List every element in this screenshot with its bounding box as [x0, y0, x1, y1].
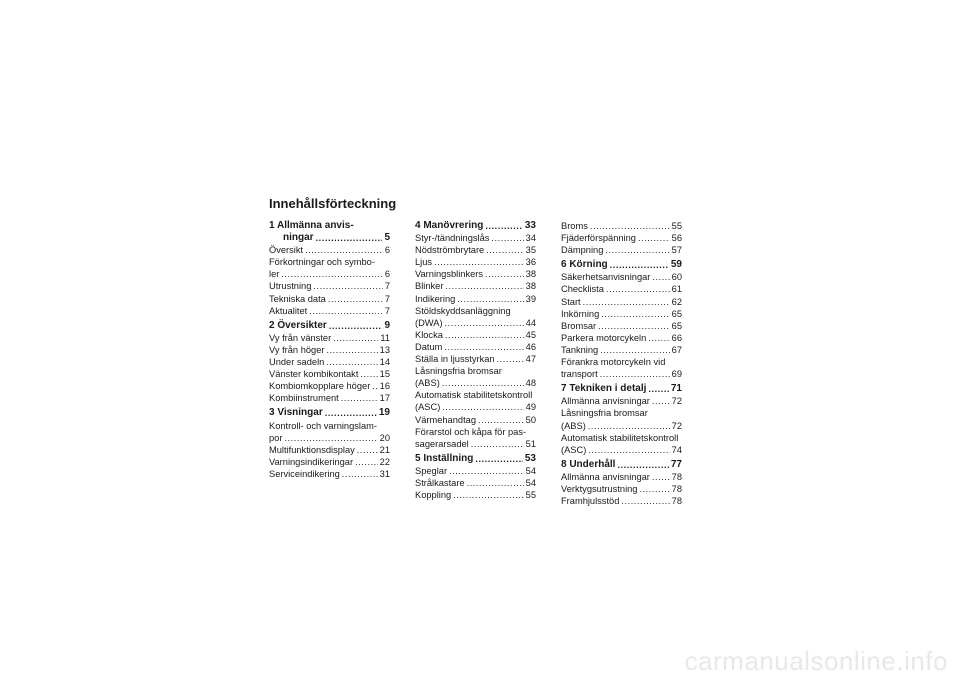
toc-entry-line: Låsningsfria bromsar [415, 366, 502, 377]
toc-entry[interactable]: Översikt ..... 6 [269, 244, 390, 256]
toc-entry[interactable]: Serviceindikering ..... 31 [269, 468, 390, 480]
toc-entry[interactable]: Varningsindikeringar ..... 22 [269, 456, 390, 468]
page-title: Innehållsförteckning [269, 196, 397, 211]
toc-entry[interactable]: Start ..... 62 [561, 296, 682, 308]
toc-entry[interactable]: Broms ..... 55 [561, 220, 682, 232]
toc-entry[interactable]: Speglar ..... 54 [415, 465, 536, 477]
toc-entry[interactable]: Framhjulsstöd ..... 78 [561, 495, 682, 507]
toc-section-5[interactable]: 5 Inställning ..... 53 [415, 453, 536, 465]
toc-entry[interactable]: Parkera motorcykeln ..... 66 [561, 332, 682, 344]
toc-section-2[interactable]: 2 Översikter ..... 9 [269, 320, 390, 332]
toc-entry[interactable]: Varningsblinkers ..... 38 [415, 268, 536, 280]
toc-entry-line: Automatisk stabilitetskontroll [561, 432, 679, 443]
toc-entry[interactable]: ler ..... 6 [269, 268, 390, 280]
toc-entry[interactable]: Tekniska data ..... 7 [269, 293, 390, 305]
toc-column-3 [561, 220, 682, 507]
toc-entry[interactable]: (ABS) ..... 48 [415, 377, 536, 389]
toc-entry[interactable]: Tankning ..... 67 [561, 344, 682, 356]
toc-entry[interactable]: Värmehandtag ..... 50 [415, 414, 536, 426]
toc-entry[interactable]: (ASC) ..... 49 [415, 401, 536, 413]
toc-entry-line: Stöldskyddsanläggning [415, 305, 511, 316]
toc-entry-line: Låsningsfria bromsar [561, 408, 648, 419]
toc-entry[interactable]: Blinker ..... 38 [415, 280, 536, 292]
toc-entry-line: Förankra motorcykeln vid [561, 357, 666, 368]
toc-entry[interactable]: Inkörning ..... 65 [561, 308, 682, 320]
toc-entry[interactable]: Strålkastare ..... 54 [415, 477, 536, 489]
toc-section-7[interactable]: 7 Tekniken i detalj ..... 71 [561, 383, 682, 395]
toc-section-6[interactable]: 6 Körning ..... 59 [561, 259, 682, 271]
toc-column-2 [415, 220, 536, 501]
toc-entry[interactable]: Datum ..... 46 [415, 341, 536, 353]
toc-column-1 [269, 220, 390, 480]
toc-entry[interactable]: Checklista ..... 61 [561, 283, 682, 295]
toc-entry[interactable]: Nödströmbrytare ..... 35 [415, 244, 536, 256]
toc-entry[interactable]: Säkerhetsanvisningar ..... 60 [561, 271, 682, 283]
toc-entry[interactable]: Dämpning ..... 57 [561, 244, 682, 256]
toc-entry-line: Automatisk stabilitetskontroll [415, 390, 533, 401]
toc-section-3[interactable]: 3 Visningar ..... 19 [269, 407, 390, 419]
toc-entry[interactable]: Allmänna anvisningar ..... 72 [561, 395, 682, 407]
toc-entry[interactable]: Verktygsutrustning ..... 78 [561, 483, 682, 495]
toc-section-1-heading: 1 Allmänna anvis- [269, 220, 354, 231]
toc-entry[interactable]: Kombiinstrument ..... 17 [269, 392, 390, 404]
toc-entry[interactable]: Klocka ..... 45 [415, 329, 536, 341]
toc-entry[interactable]: (DWA) ..... 44 [415, 317, 536, 329]
toc-entry-line: Förarstol och kåpa för pas- [415, 426, 527, 437]
toc-entry[interactable]: Multifunktionsdisplay ..... 21 [269, 444, 390, 456]
toc-entry[interactable]: Koppling ..... 55 [415, 489, 536, 501]
toc-section-4[interactable]: 4 Manövrering ..... 33 [415, 220, 536, 232]
toc-entry[interactable]: (ASC) ..... 74 [561, 444, 682, 456]
toc-entry[interactable]: Ljus ..... 36 [415, 256, 536, 268]
toc-entry[interactable]: Aktualitet ..... 7 [269, 305, 390, 317]
toc-entry[interactable]: Under sadeln ..... 14 [269, 356, 390, 368]
toc-entry[interactable]: Vy från höger ..... 13 [269, 344, 390, 356]
toc-entry[interactable]: (ABS) ..... 72 [561, 420, 682, 432]
toc-section-1[interactable]: ningar ..... 5 [269, 232, 390, 244]
toc-entry[interactable]: Utrustning ..... 7 [269, 280, 390, 292]
toc-entry[interactable]: transport ..... 69 [561, 368, 682, 380]
watermark: carmanualsonline.info [684, 646, 948, 676]
toc-entry[interactable]: Styr-/tändningslås ..... 34 [415, 232, 536, 244]
toc-entry[interactable]: Fjäderförspänning ..... 56 [561, 232, 682, 244]
toc-entry[interactable]: Kombiomkopplare höger ..... 16 [269, 380, 390, 392]
toc-entry[interactable]: Indikering ..... 39 [415, 293, 536, 305]
toc-entry[interactable]: Allmänna anvisningar ..... 78 [561, 471, 682, 483]
toc-entry[interactable]: Vy från vänster ..... 11 [269, 332, 390, 344]
toc-entry[interactable]: Vänster kombikontakt ..... 15 [269, 368, 390, 380]
toc-entry[interactable]: Bromsar ..... 65 [561, 320, 682, 332]
toc-entry[interactable]: sagerarsadel ..... 51 [415, 438, 536, 450]
toc-entry[interactable]: Ställa in ljusstyrkan ..... 47 [415, 353, 536, 365]
toc-entry-line: Förkortningar och symbo- [269, 257, 375, 268]
toc-entry-line: Kontroll- och varningslam- [269, 420, 377, 431]
toc-entry[interactable]: por ..... 20 [269, 432, 390, 444]
toc-section-8[interactable]: 8 Underhåll ..... 77 [561, 459, 682, 471]
